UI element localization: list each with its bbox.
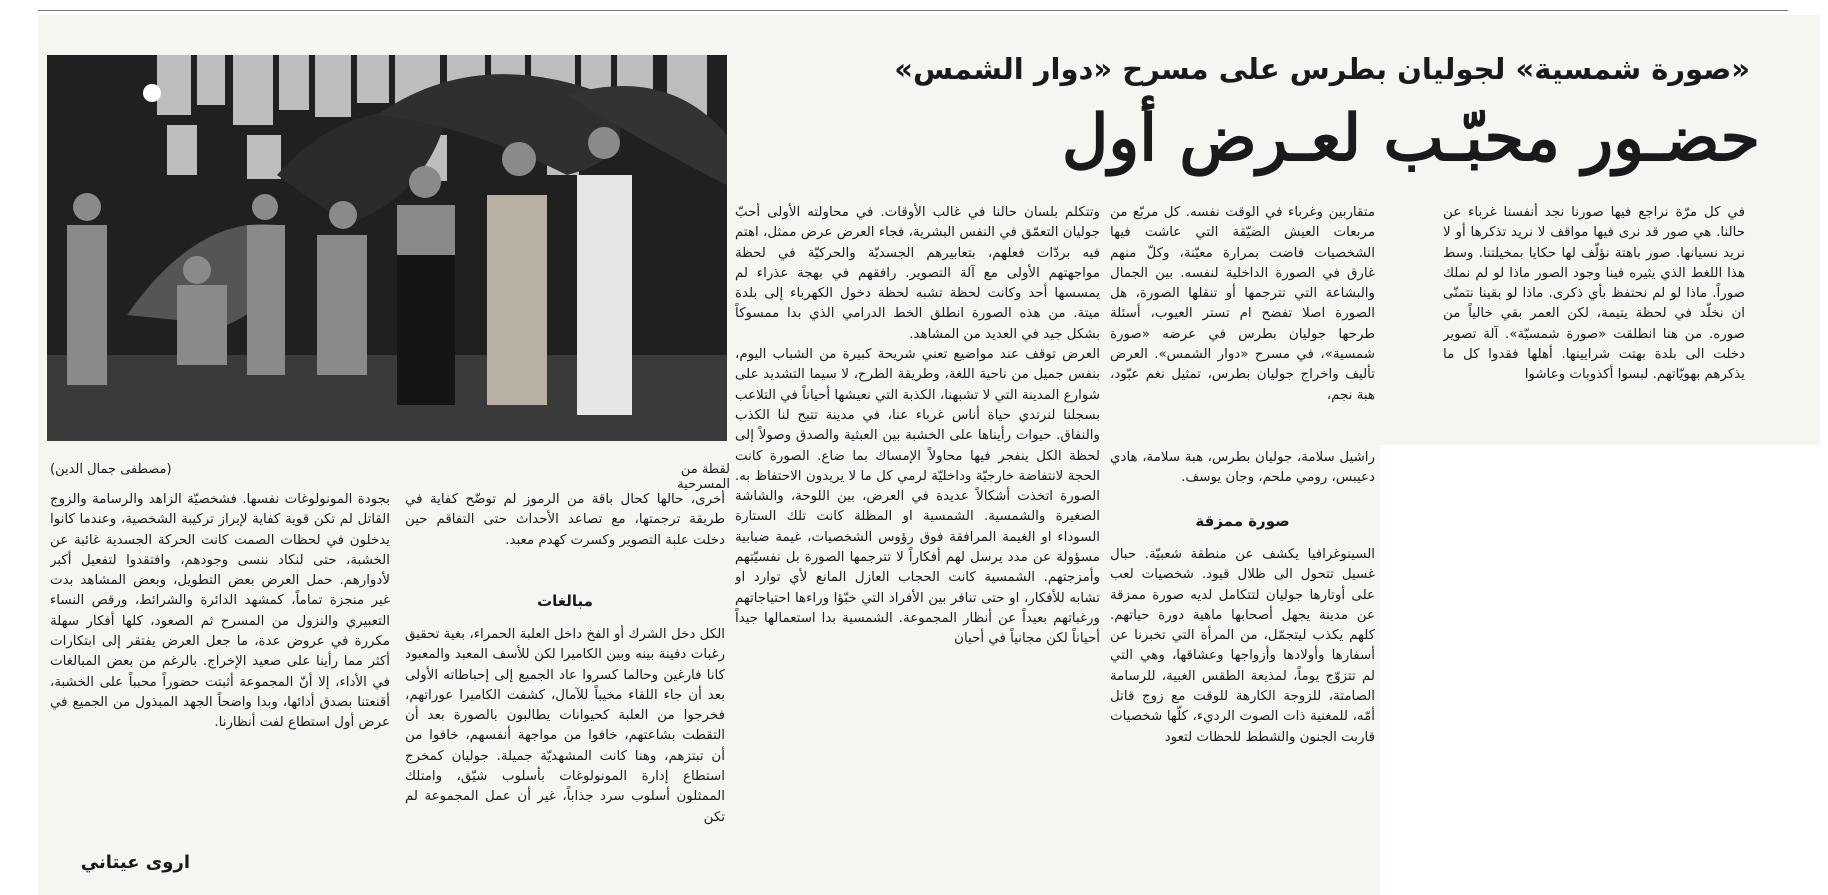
photo-credit: (مصطفى جمال الدين)	[50, 462, 172, 477]
top-rule	[38, 10, 1788, 11]
column-4-text-top: أخرى، حالها كحال باقة من الرموز لم توضّح كفاية في طريقة ترجمتها، مع تصاعد الأحداث حتى التفاقم حين دخلت علبة التصوير وكسرت كهدم معبد.	[405, 492, 725, 548]
author-byline: اروى عيتاني	[80, 852, 190, 873]
column-1-text: في كل مرّة نراجع فيها صورنا نجد أنفسنا غرباء عن حالنا. هي صور قد نرى فيها مواقف لا نريد تذكرها أو لا نريد نسيانها. صور باهتة نؤلّف لها حكايا بمخيلتنا. وسط هذا اللغط الذي يثيره فينا وجود الصور ماذا لو لم نملك صوراً. ماذا لو لم نحتفظ بأي ذكرى. ماذا لو بقينا نتمنّى ان نخلّد في لحظة يتيمة، لكن العمر بقي خالياً من صوره. من هنا انطلقت «صورة شمسيّة». آلة تصوير دخلت الى بلدة بهتت شرايينها. أهلها فقدوا كل ما يذكرهم بهويّاتهم. لبسوا أكذوبات وعاشوا	[1443, 205, 1745, 383]
article-kicker: «صورة شمسية» لجوليان بطرس على مسرح «دوار الشمس»	[894, 52, 1750, 86]
article-photo	[47, 55, 727, 441]
stage-photo-image	[47, 55, 727, 441]
photo-caption: لقطة من المسرحية	[677, 462, 730, 492]
subhead-2: مبالغات	[537, 592, 593, 610]
page-cutout	[1380, 445, 1828, 895]
column-3-text: وتتكلم بلسان حالنا في غالب الأوقات. في محاولته الأولى أحبّ جوليان التعمّق في النفس البشرية، فجاء العرض عرض ممثل، اهتم فيه بردّات فعلهم، بتعابيرهم الجسديّة والحركيّة في لحظة مواجهتهم الأولى مع آلة التصوير. رافقهم في بهجة عذراء لم يمسسها أحد وكانت لحظة تشبه لحظة دخول الكهرباء إلى بلدة ميتة. من هذه الصورة انطلق الخط الدرامي الذي بدا ممسوكاً بشكل جيد في العديد من المشاهد. العرض توقف عند مواضيع تعني شريحة كبيرة من الشباب اليوم، بنفس جميل من ناحية اللغة، وطريقة الطرح، لا سيما التشديد على شوارع المدينة التي لا تشبهنا، الكذبة التي نعيشها أحياناً في التلاعب بسجلنا لنرتدي حياة أناس غرباء عنا، في مدينة تتيح لنا الكذب والنفاق. حيوات رأيناها على الخشبة بين العبثية والصدق وصولاً إلى لحظة الكل ينفجر فيها محاولاً الإمساك بما ضاع. الصورة كانت الحجة لانتفاضة خارجيّة وداخليّة لرمي كل ما لا يريدون الاحتفاظ به. الصورة اتخذت أشكالاً عديدة في العرض، بين اللوحة، والشاشة الصغيرة والشمسية. الشمسية او المظلة كانت تلك الستارة السوداء او الغيمة المرافقة فوق رؤوس الشخصيات، غيمة ضبابية مسؤولة عن مدد يرسل لهم أفكاراً لا تترجمها الصورة بل نفسيّتهم وأمزجتهم. الشمسية كانت الحجاب العازل المانع لأي توارد او تشابه للأفكار، او حتى تنافر بين الأفراد التي خبّؤا وراءها احتياجاتهم ورغباتهم بعيداً عن أنظار المجموعة. الشمسية بدا استعمالها جيداً أحياناً لكن مجانياً في أحيان	[735, 205, 1100, 647]
subhead-1: صورة ممزقة	[1195, 512, 1290, 530]
column-2-text-bottom: السينوغرافيا يكشف عن منطقة شعبيّة. حبال غسيل تتحول الى ظلال قيود. شخصيات لعب على أوتارها جوليان لتتكامل لديه صورة ممزقة عن مدينة يجهل أصحابها ماهية دورة حياتهم. كلهم يكذب ليتجمّل، من المرأة التي تخبرنا عن أسفارها وأولادها وأزواجها وعشاقها، وهي التي لم تتزوّج يوماً، لمذيعة الطقس الغبية، للرسامة الصامتة، للزوجة الكارهة للوقت مع زوج قاتل أمّه، للمغنية ذات الصوت الرديء، كلّها شخصيات قاربت الجنون والشطط للحظات لتعود	[1110, 547, 1375, 745]
article-headline: حضـور محبّـب لعـرض أول	[1061, 101, 1760, 176]
column-2-cast: راشيل سلامة، جوليان بطرس، هبة سلامة، هادي دعيبس، رومي ملحم، وجان يوسف.	[1110, 450, 1375, 486]
column-5-text: بجودة المونولوغات نفسها. فشخصيّة الزاهد والرسامة والزوج القاتل لم تكن قوية كفاية لإبراز تركيبة الشخصية، وعندما كانوا يدخلون في لحظات الصمت كانت الحركة الجسدية غائبة عن الخشبة، حتى لنكاد ننسى وجودهم، وافتقدوا لتفعيل أكبر لأدوارهم. حمل العرض بعض التطويل، وبعض المشاهد بدت غير منجزة تماماً، كمشهد الدائرة والشرائط، ورقص النساء التعبيري والنزول من المسرح ثم الصعود، كلها أفكار سهلة مكررة في عروض عدة، ما جعل العرض يفتقر إلى ابتكارات أكثر مما رأينا على صعيد الإخراج. بالرغم من بعض المبالغات في الأداء، إلا أنّ المجموعة أثبتت حضوراً محبباً على الخشبة، أقنعتنا بصدق أدائها، وبدا واضحاً الجهد المبذول من الجميع في عرض أول استطاع لفت أنظارنا.	[50, 492, 390, 731]
column-4-text-bottom: الكل دخل الشرك أو الفخ داخل العلبة الحمراء، بغية تحقيق رغبات دفينة بينه وبين الكاميرا لكن للأسف المعبد والمعبود كانا فارغين وحالما كسروا عاد الجميع إلى إحباطاته الأولى بعد أن جاء اللقاء مخيباً للآمال، كشفت الكاميرا عوراتهم، فخرجوا من العلبة كحيوانات يطالبون بالصورة بعد أن التقطت بشاعتهم، خافوا من مواجهة أنفسهم، خافوا من أن تبتزهم، وهنا كانت المشهديّة جميلة. جوليان كمخرج استطاع إدارة المونولوغات بأسلوب شيّق، وامتلك الممثلون أسلوب سرد جذاباً، غير أن عمل المجموعة لم تكن	[405, 627, 725, 825]
column-2-text-top: متقاربين وغرباء في الوقت نفسه. كل مربّع من مربعات العيش الضيّقة التي عاشت فيها الشخصيات فاضت بمرارة معيّنة، وكلّ منهم غارق في الصورة الداخلية لنفسه. بين الجمال والبشاعة التي تترجمها أو تنقلها الصورة، هل الصورة اصلا تفضح ام تستر العيوب، أسئلة طرحها جوليان بطرس في عرضه «صورة شمسية»، في مسرح «دوار الشمس». العرض تأليف واخراج جوليان بطرس، تمثيل نغم عبّود، هبة نجم،	[1110, 205, 1375, 403]
